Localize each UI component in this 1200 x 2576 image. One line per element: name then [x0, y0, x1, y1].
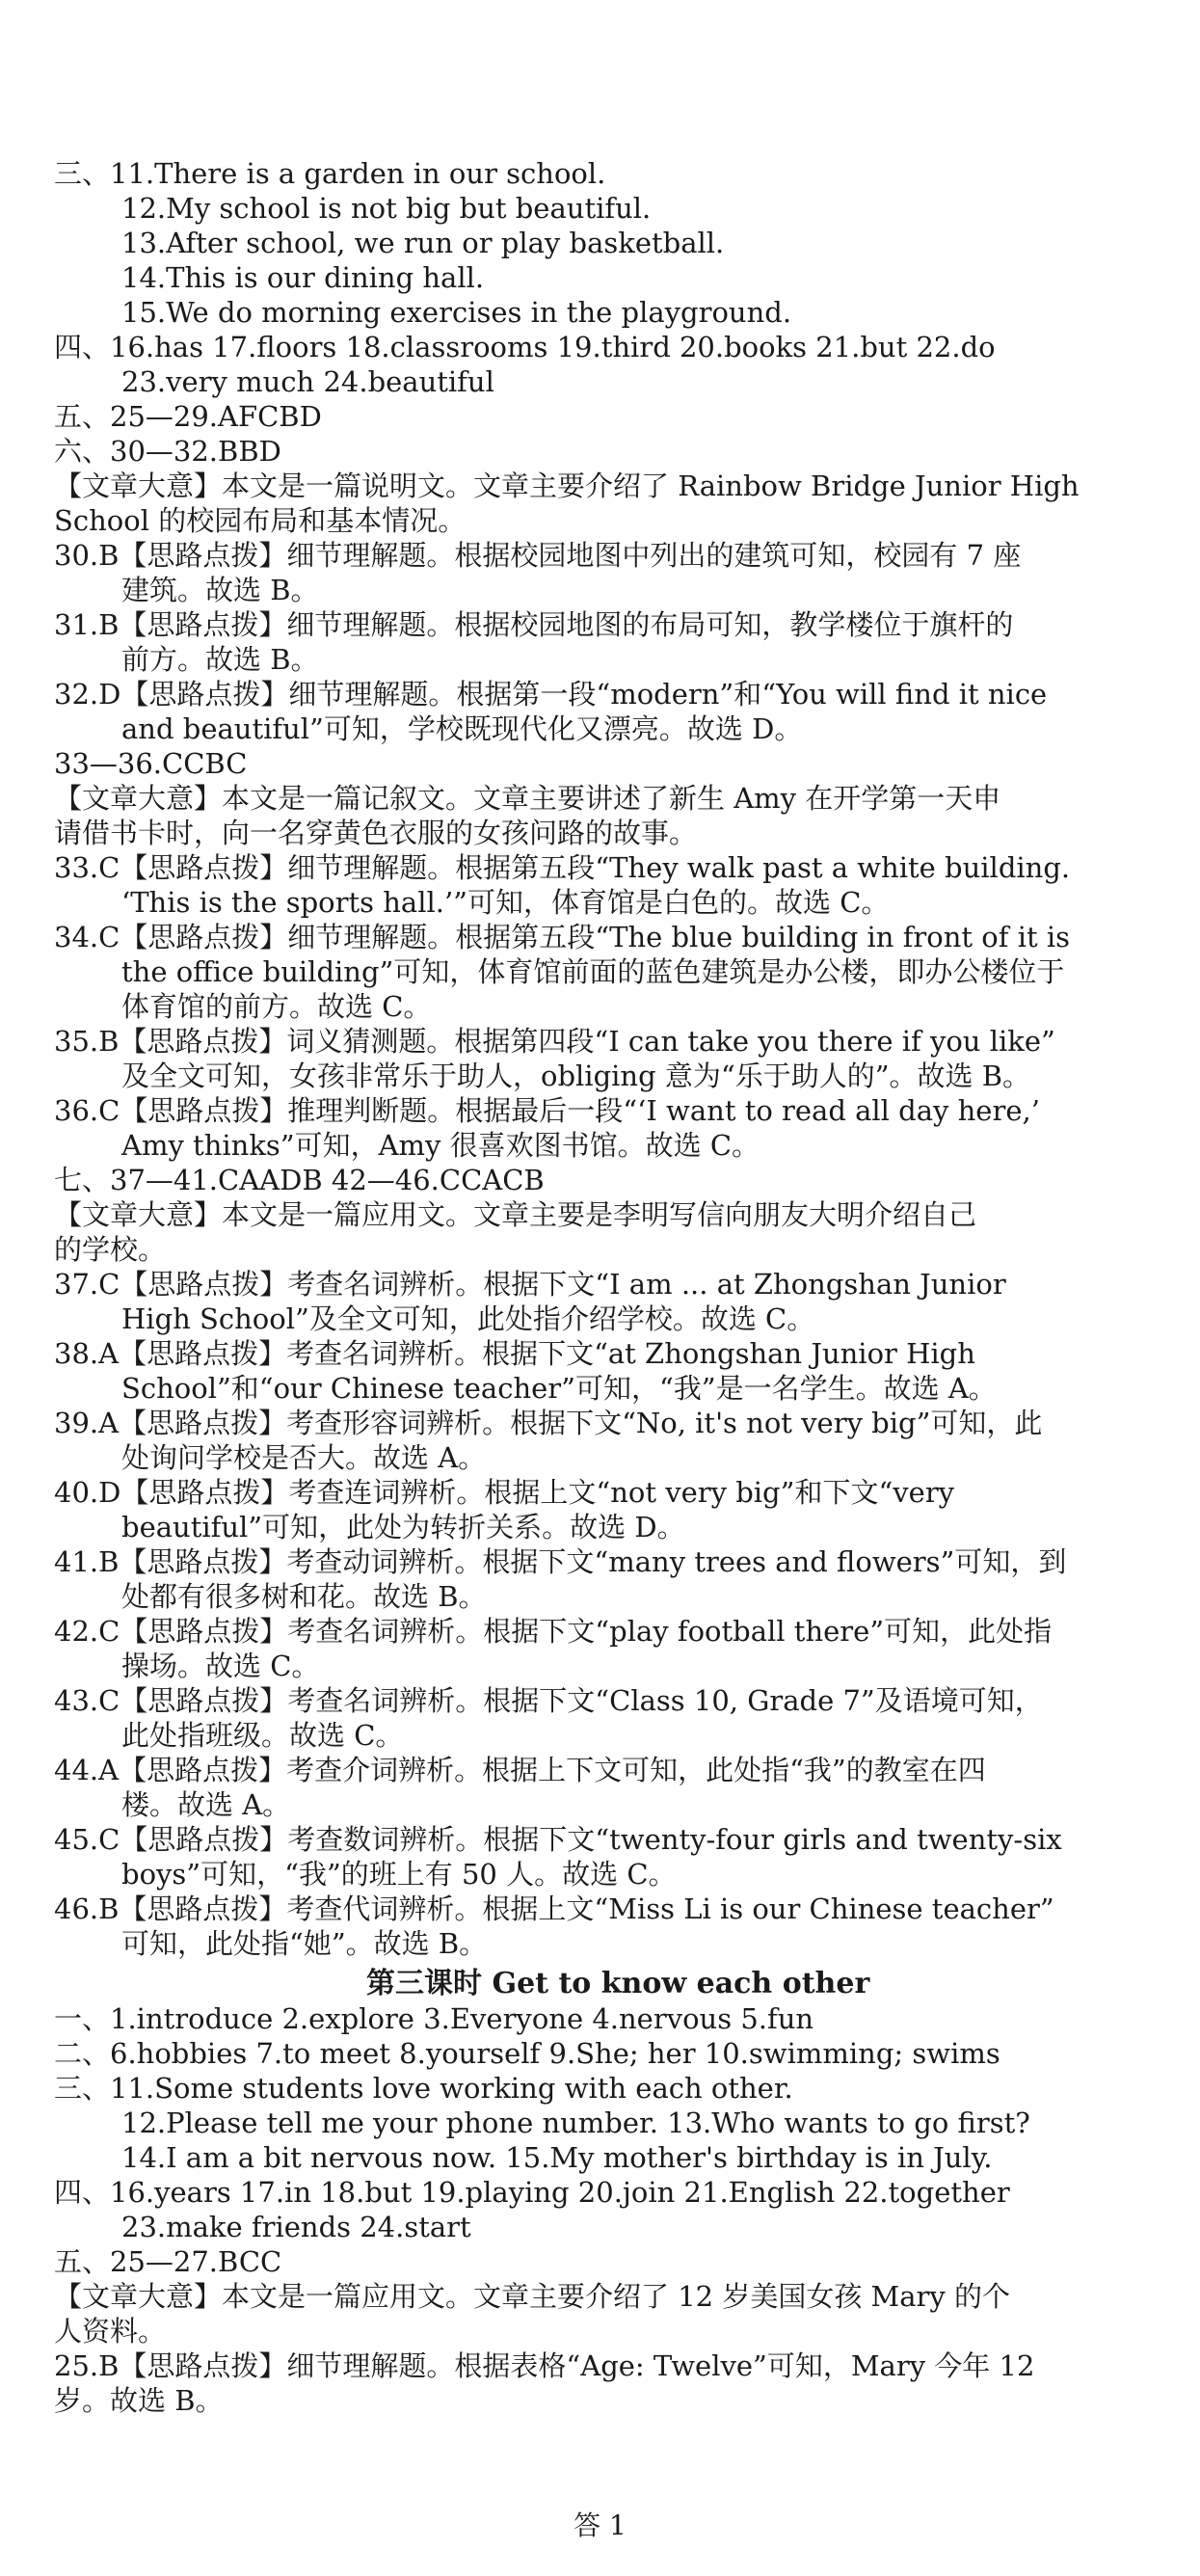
- text-line: School 的校园布局和基本情况。: [54, 504, 467, 537]
- text-line: 七、37—41.CAADB 42—46.CCACB: [54, 1164, 545, 1196]
- text-line: 44.A【思路点拨】考查介词辨析。根据上下文可知，此处指“我”的教室在四: [54, 1754, 986, 1786]
- section-title: 第三课时 Get to know each other: [366, 1967, 870, 2000]
- text-line: 23.very much 24.beautiful: [121, 365, 494, 398]
- text-line: ‘This is the sports hall.’”可知，体育馆是白色的。故选 C。: [121, 886, 890, 919]
- text-line: and beautiful”可知，学校既现代化又漂亮。故选 D。: [121, 712, 803, 745]
- text-line: 12.Please tell me your phone number. 13.Who wants to go first?: [121, 2106, 1030, 2139]
- text-line: 此处指班级。故选 C。: [121, 1719, 404, 1752]
- text-line: 三、11.There is a garden in our school.: [54, 157, 606, 190]
- text-line: 【文章大意】本文是一篇应用文。文章主要是李明写信向朋友大明介绍自己: [54, 1198, 977, 1231]
- text-line: 人资料。: [54, 2315, 167, 2348]
- text-line: 38.A【思路点拨】考查名词辨析。根据下文“at Zhongshan Junior High: [54, 1337, 975, 1370]
- text-line: 建筑。故选 B。: [121, 574, 319, 606]
- text-line: 【文章大意】本文是一篇说明文。文章主要介绍了 Rainbow Bridge Junior High: [54, 470, 1080, 502]
- text-line: 40.D【思路点拨】考查连词辨析。根据上文“not very big”和下文“very: [54, 1476, 955, 1509]
- text-line: 43.C【思路点拨】考查名词辨析。根据下文“Class 10, Grade 7”及语境可知，: [54, 1684, 1043, 1717]
- text-line: 46.B【思路点拨】考查代词辨析。根据上文“Miss Li is our Chinese teacher”: [54, 1892, 1054, 1925]
- text-line: 31.B【思路点拨】细节理解题。根据校园地图的布局可知，教学楼位于旗杆的: [54, 608, 1014, 641]
- text-line: 楼。故选 A。: [121, 1788, 291, 1821]
- text-line: 33—36.CCBC: [54, 747, 248, 780]
- text-line: 13.After school, we run or play basketball.: [121, 227, 725, 259]
- text-line: 30.B【思路点拨】细节理解题。根据校园地图中列出的建筑可知，校园有 7 座: [54, 539, 1022, 572]
- text-line: 14.This is our dining hall.: [121, 261, 485, 294]
- text-line: 25.B【思路点拨】细节理解题。根据表格“Age: Twelve”可知，Mary 今年 12: [54, 2349, 1035, 2382]
- text-line: 39.A【思路点拨】考查形容词辨析。根据下文“No, it's not very big”可知，此: [54, 1407, 1043, 1439]
- text-line: High School”及全文可知，此处指介绍学校。故选 C。: [121, 1302, 815, 1335]
- text-line: 32.D【思路点拨】细节理解题。根据第一段“modern”和“You will find it nice: [54, 678, 1048, 711]
- text-line: School”和“our Chinese teacher”可知，“我”是一名学生。故选 A。: [121, 1372, 997, 1405]
- page-number: 答 1: [573, 2509, 627, 2541]
- text-line: 33.C【思路点拨】细节理解题。根据第五段“They walk past a white building.: [54, 851, 1071, 884]
- text-line: 处询问学校是否大。故选 A。: [121, 1441, 487, 1474]
- text-line: 可知，此处指“她”。故选 B。: [121, 1927, 488, 1960]
- text-line: 体育馆的前方。故选 C。: [121, 990, 432, 1023]
- text-line: 二、6.hobbies 7.to meet 8.yourself 9.She; her 10.swimming; swims: [54, 2037, 1000, 2070]
- text-line: 五、25—27.BCC: [54, 2245, 282, 2278]
- text-line: 一、1.introduce 2.explore 3.Everyone 4.nervous 5.fun: [54, 2002, 814, 2035]
- text-line: 五、25—29.AFCBD: [54, 400, 322, 433]
- text-line: 35.B【思路点拨】词义猜测题。根据第四段“I can take you there if you like”: [54, 1025, 1055, 1058]
- text-line: 15.We do morning exercises in the playground.: [121, 296, 792, 329]
- text-line: 六、30—32.BBD: [54, 435, 281, 468]
- text-line: 14.I am a bit nervous now. 15.My mother's birthday is in July.: [121, 2141, 993, 2174]
- text-line: 42.C【思路点拨】考查名词辨析。根据下文“play football there”可知，此处指: [54, 1615, 1053, 1648]
- text-line: 岁。故选 B。: [54, 2384, 224, 2417]
- text-line: boys”可知，“我”的班上有 50 人。故选 C。: [121, 1858, 677, 1891]
- text-line: 37.C【思路点拨】考查名词辨析。根据下文“I am ... at Zhongshan Junior: [54, 1268, 1006, 1301]
- text-line: 及全文可知，女孩非常乐于助人，obliging 意为“乐于助人的”。故选 B。: [121, 1060, 1031, 1092]
- text-line: beautiful”可知，此处为转折关系。故选 D。: [121, 1511, 685, 1543]
- text-line: 【文章大意】本文是一篇应用文。文章主要介绍了 12 岁美国女孩 Mary 的个: [54, 2280, 1011, 2313]
- text-line: 三、11.Some students love working with each other.: [54, 2072, 793, 2105]
- text-line: 【文章大意】本文是一篇记叙文。文章主要讲述了新生 Amy 在开学第一天申: [54, 782, 1001, 815]
- text-line: 41.B【思路点拨】考查动词辨析。根据下文“many trees and flowers”可知，到: [54, 1545, 1067, 1578]
- text-line: 四、16.years 17.in 18.but 19.playing 20.join 21.English 22.together: [54, 2176, 1010, 2209]
- text-line: 34.C【思路点拨】细节理解题。根据第五段“The blue building in front of it is: [54, 921, 1071, 953]
- text-line: 请借书卡时，向一名穿黄色衣服的女孩问路的故事。: [54, 817, 698, 849]
- text-line: 前方。故选 B。: [121, 643, 319, 676]
- text-line: Amy thinks”可知，Amy 很喜欢图书馆。故选 C。: [121, 1129, 760, 1162]
- text-line: 操场。故选 C。: [121, 1650, 320, 1682]
- text-line: 45.C【思路点拨】考查数词辨析。根据下文“twenty-four girls and twenty-six: [54, 1823, 1062, 1856]
- text-line: 四、16.has 17.floors 18.classrooms 19.third 20.books 21.but 22.do: [54, 331, 996, 363]
- text-line: 12.My school is not big but beautiful.: [121, 192, 652, 225]
- text-line: 处都有很多树和花。故选 B。: [121, 1580, 487, 1613]
- text-line: the office building”可知，体育馆前面的蓝色建筑是办公楼，即办公楼位于: [121, 955, 1065, 988]
- text-line: 23.make friends 24.start: [121, 2211, 471, 2243]
- text-line: 的学校。: [54, 1233, 167, 1266]
- text-line: 36.C【思路点拨】推理判断题。根据最后一段“‘I want to read all day here,’: [54, 1094, 1040, 1127]
